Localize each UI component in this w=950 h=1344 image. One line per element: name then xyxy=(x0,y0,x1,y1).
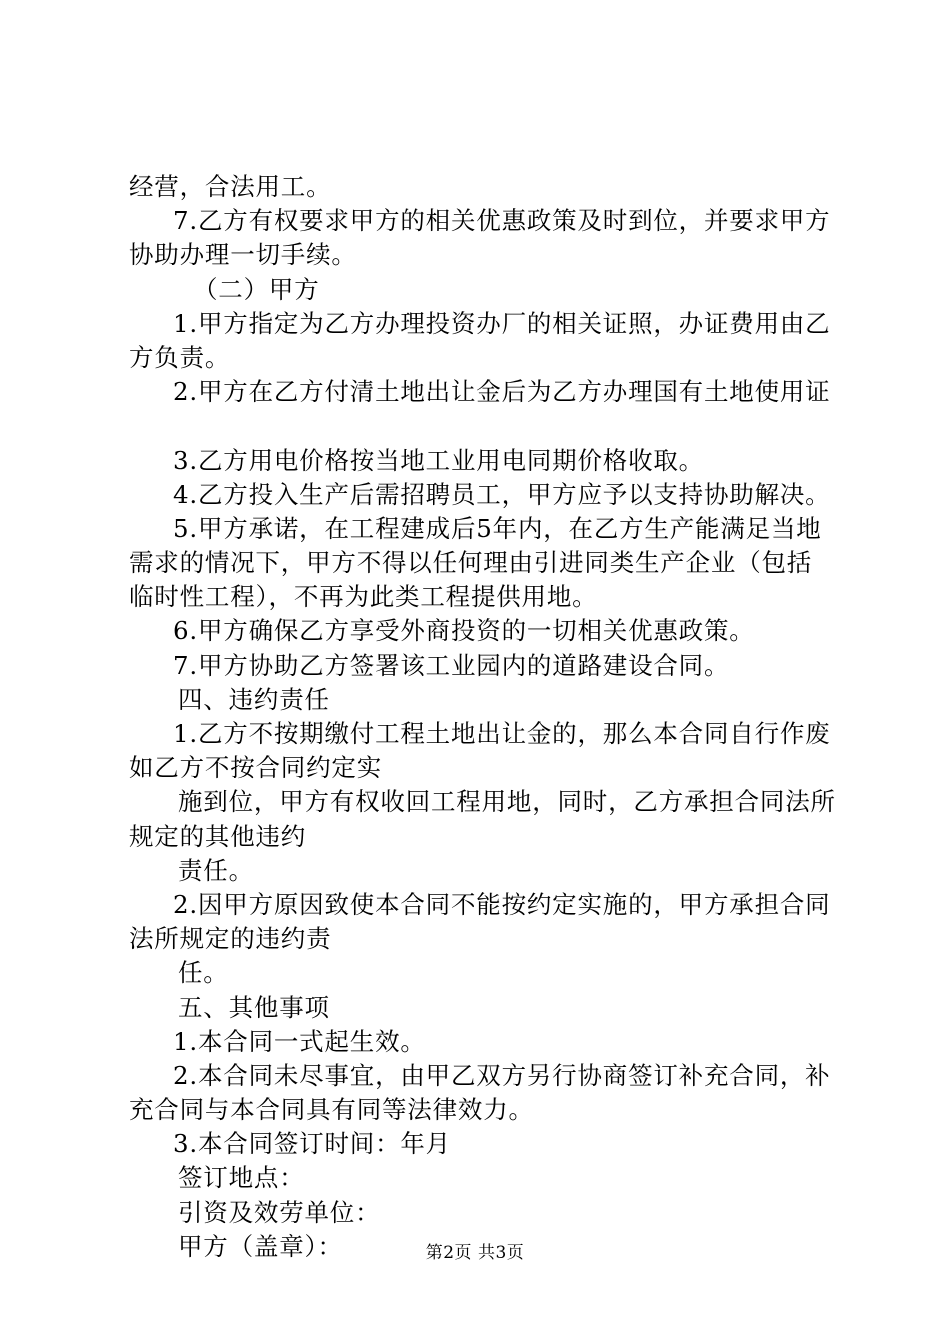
paragraph-line: 1.乙方不按期缴付工程土地出让金的，那么本合同自行作废 xyxy=(173,719,831,748)
paragraph-line: 五、其他事项 xyxy=(178,992,330,1022)
paragraph-line: 1.本合同一式起生效。 xyxy=(173,1026,426,1056)
paragraph-line: 签订地点： xyxy=(178,1163,305,1193)
paragraph-line: 3.本合同签订时间：年月 xyxy=(173,1129,451,1159)
paragraph-line: 四、违约责任 xyxy=(178,684,330,714)
paragraph-line: 2.因甲方原因致使本合同不能按约定实施的，甲方承担合同 xyxy=(173,889,831,919)
page-footer: 第2页 共3页 xyxy=(425,1243,525,1263)
paragraph-line: 2.本合同未尽事宜，由甲乙双方另行协商签订补充合同，补 xyxy=(173,1060,831,1090)
paragraph-line: 责任。 xyxy=(178,855,254,885)
paragraph-line: 1.甲方指定为乙方办理投资办厂的相关证照，办证费用由乙 xyxy=(173,308,831,338)
paragraph-line: 如乙方不按合同约定实 xyxy=(129,753,382,783)
paragraph-line: 6.甲方确保乙方享受外商投资的一切相关优惠政策。 xyxy=(173,616,755,646)
paragraph-line: 任。 xyxy=(178,958,229,988)
paragraph-line: 充合同与本合同具有同等法律效力。 xyxy=(129,1095,534,1125)
paragraph-line: 引资及效劳单位： xyxy=(178,1197,381,1227)
paragraph-line: 4.乙方投入生产后需招聘员工，甲方应予以支持协助解决。 xyxy=(173,479,831,509)
paragraph-line: 5.甲方承诺，在工程建成后5年内，在乙方生产能满足当地 xyxy=(173,513,822,543)
paragraph-line: 7.甲方协助乙方签署该工业园内的道路建设合同。 xyxy=(173,650,730,680)
paragraph-line: 7.乙方有权要求甲方的相关优惠政策及时到位，并要求甲方 xyxy=(173,206,831,236)
paragraph-line: 3.乙方用电价格按当地工业用电同期价格收取。 xyxy=(173,445,704,475)
paragraph-line: 法所规定的违约责 xyxy=(129,924,332,954)
paragraph-line: 方负责。 xyxy=(129,342,231,372)
paragraph-line: 协助办理一切手续。 xyxy=(129,240,357,270)
paragraph-line: （二）甲方 xyxy=(193,274,320,304)
paragraph-line: 甲方（盖章）： xyxy=(178,1231,343,1261)
paragraph-line: 2.甲方在乙方付清土地出让金后为乙方办理国有土地使用证 xyxy=(173,377,831,407)
paragraph-line: 规定的其他违约 xyxy=(129,821,307,851)
blank-line xyxy=(129,409,849,443)
paragraph-line: 临时性工程），不再为此类工程提供用地。 xyxy=(129,582,598,612)
contract-body-text xyxy=(129,170,849,1264)
paragraph-line: 需求的情况下，甲方不得以任何理由引进同类生产企业（包括 xyxy=(129,548,813,578)
paragraph-line: 经营，合法用工。 xyxy=(129,172,332,201)
paragraph-line: 施到位，甲方有权收回工程用地，同时，乙方承担合同法所 xyxy=(178,787,836,817)
